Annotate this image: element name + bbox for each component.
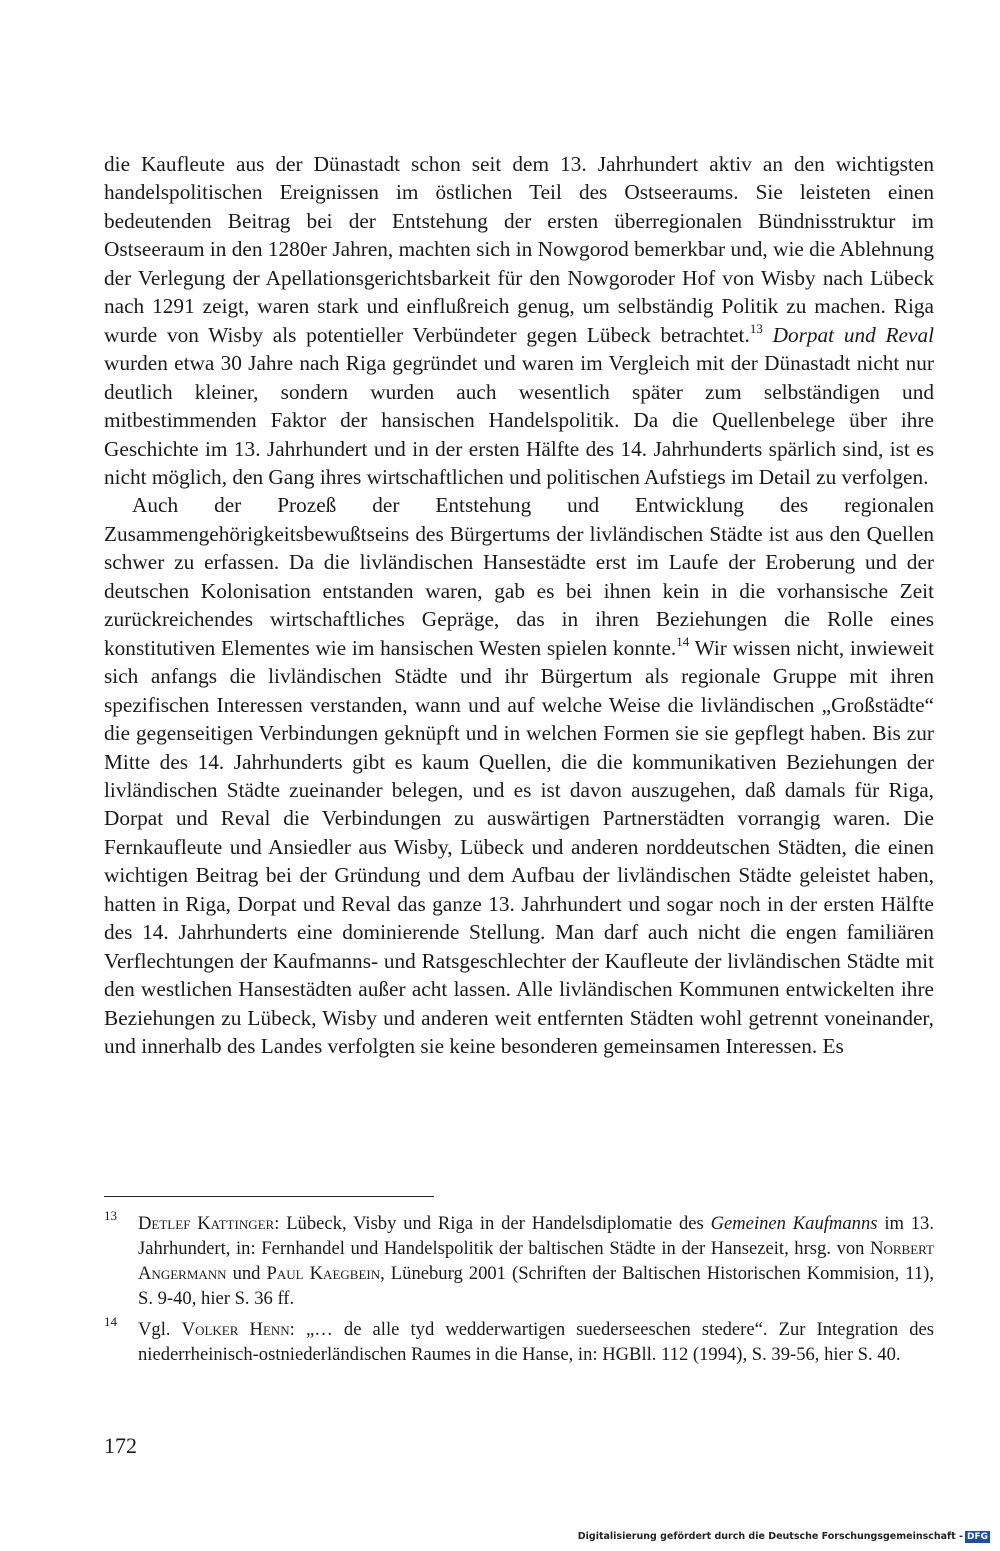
footnote-author: Volker Henn <box>181 1319 290 1340</box>
page-number: 172 <box>104 1433 137 1458</box>
paragraph-2: Auch der Prozeß der Entstehung und Entwicklung des regionalen Zusammengehörigkeitsbewußtseins des Bürgertums der livländischen Städte ist aus den Quellen schwer zu erfassen. Da die livländischen Hansestädte erst im Laufe der Eroberung und der deutschen Kolonisation entstanden waren, gab es bei ihnen kein in die vorhansische Zeit zurückreichendes wirtschaftliches Gepräge, das in ihren Beziehungen die Rolle eines konstitutiven Elementes wie im hansischen Westen spielen konnte.$^{14}$ Wir wissen nicht, inwieweit sich anfangs die livländischen Städte und ihr Bürgertum als regionale Gruppe mit ihren spezifischen Interessen verstanden, wann und auf welche Weise die livländischen „Großstädte“ die gegenseitigen Verbindungen geknüpft und in welchen Formen sie sie gepflegt haben. Bis zur Mitte des 14. Jahrhunderts gibt es kaum Quellen, die die kommunikativen Beziehungen der livländischen Städte zueinander belegen, und es ist davon auszugehen, daß damals für Riga, Dorpat und Reval die Verbindungen zu auswärtigen Partnerstädten vorrangig waren. Die Fernkaufleute und Ansiedler aus Wisby, Lübeck und anderen norddeutschen Städten, die einen wichtigen Beitrag bei der Gründung und dem Aufbau der livländischen Städte geleistet haben, hatten in Riga, Dorpat und Reval das ganze 13. Jahrhundert und sogar noch in der ersten Hälfte des 14. Jahrhunderts eine dominierende Stellung. Man darf auch nicht die engen familiären Verflechtungen der Kaufmanns- und Ratsgeschlechter der Kaufleute der livländischen Städte mit den westlichen Hansestädten außer acht lassen. Alle livländischen Kommunen entwickelten ihre Beziehungen zu Lübeck, Wisby und anderen weit entfernten Städten wohl getrennt voneinander, und innerhalb des Landes verfolgten sie keine besonderen gemeinsamen Interessen. Es <box>104 493 934 1059</box>
digitization-credit: Digitalisierung gefördert durch die Deutsche Forschungsgemeinschaft - DFG <box>577 1531 988 1542</box>
italic-phrase: Dorpat und Reval <box>772 322 935 347</box>
footnote-editor: Norbert Angermann <box>138 1238 934 1284</box>
footnote-14: 14 Vgl. Volker Henn: „… de alle tyd wedderwartigen suederseeschen stedere“. Zur Integration des niederrheinisch-ostniederländischen Raumes in die Hanse, in: HGBll. 112 (1994), S. 39-56, hier S. 40. <box>104 1314 935 1365</box>
footnote-ref-13[interactable]: 13 <box>749 320 763 336</box>
footnote-13: 13 Detlef Kattinger: Lübeck, Visby und Riga in der Handelsdiplomatie des Gemeinen Kaufmanns im 13. Jahrhundert, in: Fernhandel und Handelspolitik der baltischen Städte in der Hansezeit, hrsg. von Norbert Angermann und Paul Kaegbein, Lüneburg 2001 (Schriften der Baltischen Historischen Kommision, 11), S. 9-40, hier S. 36 ff. <box>104 1208 935 1309</box>
main-text <box>104 150 934 1061</box>
paragraph-1: die Kaufleute aus der Dünastadt schon seit dem 13. Jahrhundert aktiv an den wichtigsten handelspolitischen Ereignissen im östlichen Teil des Ostseeraums. Sie leisteten einen bedeutenden Beitrag bei der Entstehung der ersten überregionalen Bündnisstruktur im Ostseeraum in den 1280er Jahren, machten sich in Nowgorod bemerkbar und, wie die Ablehnung der Verlegung der Apellationsgerichtsbarkeit für den Nowgoroder Hof von Wisby nach Lübeck nach 1291 zeigt, waren stark und einflußreich genug, um selbständig Politik zu machen. Riga wurde von Wisby als potentieller Verbündeter gegen Lübeck betrachtet.$^{13}$ Dorpat und Reval wurden etwa 30 Jahre nach Riga gegründet und waren im Vergleich mit der Dünastadt nicht nur deutlich kleiner, sondern wurden auch wesentlich später zum selbständigen und mitbestimmenden Faktor der hansischen Handelspolitik. Da die Quellenbelege über ihre Geschichte im 13. Jahrhundert und in der ersten Hälfte des 14. Jahrhunderts spärlich sind, ist es nicht möglich, den Gang ihres wirtschaftlichen und politischen Aufstiegs im Detail zu verfolgen. <box>104 152 935 489</box>
footnote-divider <box>104 1196 434 1197</box>
footnotes <box>104 1208 935 1373</box>
footnote-editor: Paul Kaegbein <box>266 1263 381 1284</box>
dfg-logo-icon: DFG <box>966 1532 988 1542</box>
footnote-number: 13 <box>104 1208 117 1223</box>
footnote-author: Detlef Kattinger <box>138 1213 275 1234</box>
footnote-number: 14 <box>104 1314 117 1329</box>
footnote-ref-14[interactable]: 14 <box>676 633 690 649</box>
